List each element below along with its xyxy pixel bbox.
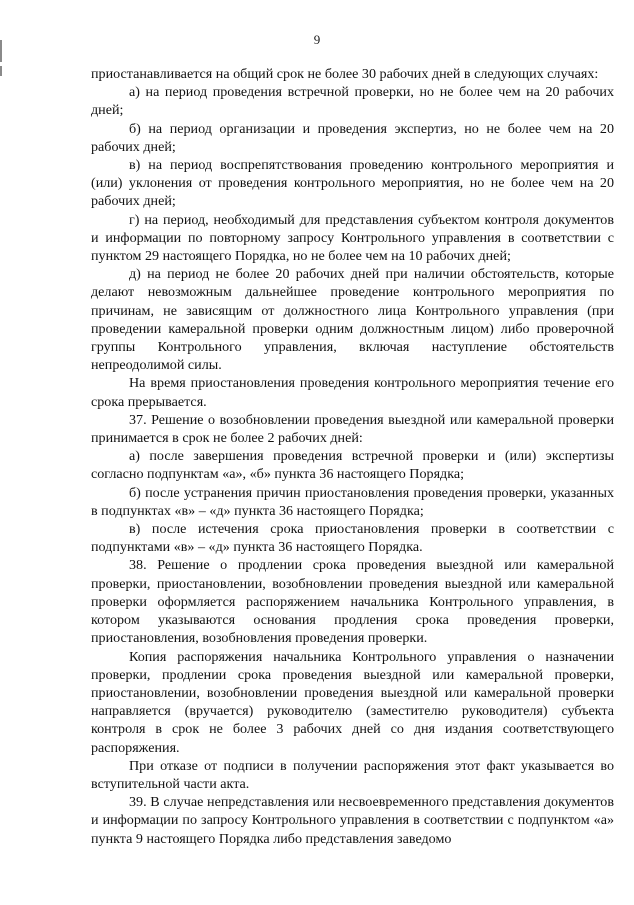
paragraph: б) на период организации и проведения экспертиз, но не более чем на 20 рабочих дней;	[91, 120, 614, 155]
paragraph: в) после истечения срока приостановления проверки в соответствии с подпунктами «в» – «д» пункта 36 настоящего Порядка.	[91, 521, 614, 556]
page-number: 9	[313, 32, 321, 47]
paragraph: д) на период не более 20 рабочих дней при наличии обстоятельств, которые делают невозможным дальнейшее проведение контрольного мероприятия по причинам, не зависящим от должностного лица Контрольного управления (при проведении камеральной проверки одним должностным лицом) либо проверочной группы Контрольного управления, включая наступление обстоятельств непреодолимой силы.	[91, 266, 614, 374]
paragraph: г) на период, необходимый для представления субъектом контроля документов и информации по повторному запросу Контрольного управления в соответствии с пунктом 29 настоящего Порядка, но не более чем на 10 рабочих дней;	[91, 211, 614, 265]
paragraph: 39. В случае непредставления или несвоевременного представления документов и информации по запросу Контрольного управления в соответствии с подпунктом «а» пункта 9 настоящего Порядка либо представления заведомо	[91, 794, 614, 847]
paragraph: в) на период воспрепятствования проведению контрольного мероприятия и (или) уклонения от проведения контрольного мероприятия, но не более чем на 20 рабочих дней;	[91, 157, 614, 210]
paragraph: На время приостановления проведения контрольного мероприятия течение его срока прерывается.	[91, 375, 614, 410]
document-body	[91, 65, 614, 848]
paragraph: приостанавливается на общий срок не более 30 рабочих дней в следующих случаях:	[91, 66, 599, 82]
paragraph: 37. Решение о возобновлении проведения выездной или камеральной проверки принимается в срок не более 2 рабочих дней:	[91, 411, 614, 447]
paragraph: а) после завершения проведения встречной проверки и (или) экспертизы согласно подпунктам «а», «б» пункта 36 настоящего Порядка;	[91, 448, 614, 483]
paragraph: а) на период проведения встречной проверки, но не более чем на 20 рабочих дней;	[91, 84, 614, 119]
paragraph: При отказе от подписи в получении распоряжения этот факт указывается во вступительной части акта.	[91, 757, 614, 792]
paragraph: Копия распоряжения начальника Контрольного управления о назначении проверки, продлении срока проведения выездной или камеральной проверки, приостановлении, возобновлении проведения выездной или камеральной проверки направляется (вручается) руководителю (заместителю руководителя) субъекта контроля в срок не более 3 рабочих дней со дня издания соответствующего распоряжения.	[91, 648, 614, 756]
paragraph: 38. Решение о продлении срока проведения выездной или камеральной проверки, приостановлении, возобновлении проведения выездной или камеральной проверки оформляется распоряжением начальника Контрольного управления, в котором указываются основания продления срока проведения проверки, приостановления, возобновления проведения проверки.	[91, 557, 614, 647]
paragraph: б) после устранения причин приостановления проведения проверки, указанных в подпунктах «в» – «д» пункта 36 настоящего Порядка;	[91, 484, 614, 519]
scan-edge-mark	[0, 66, 2, 76]
